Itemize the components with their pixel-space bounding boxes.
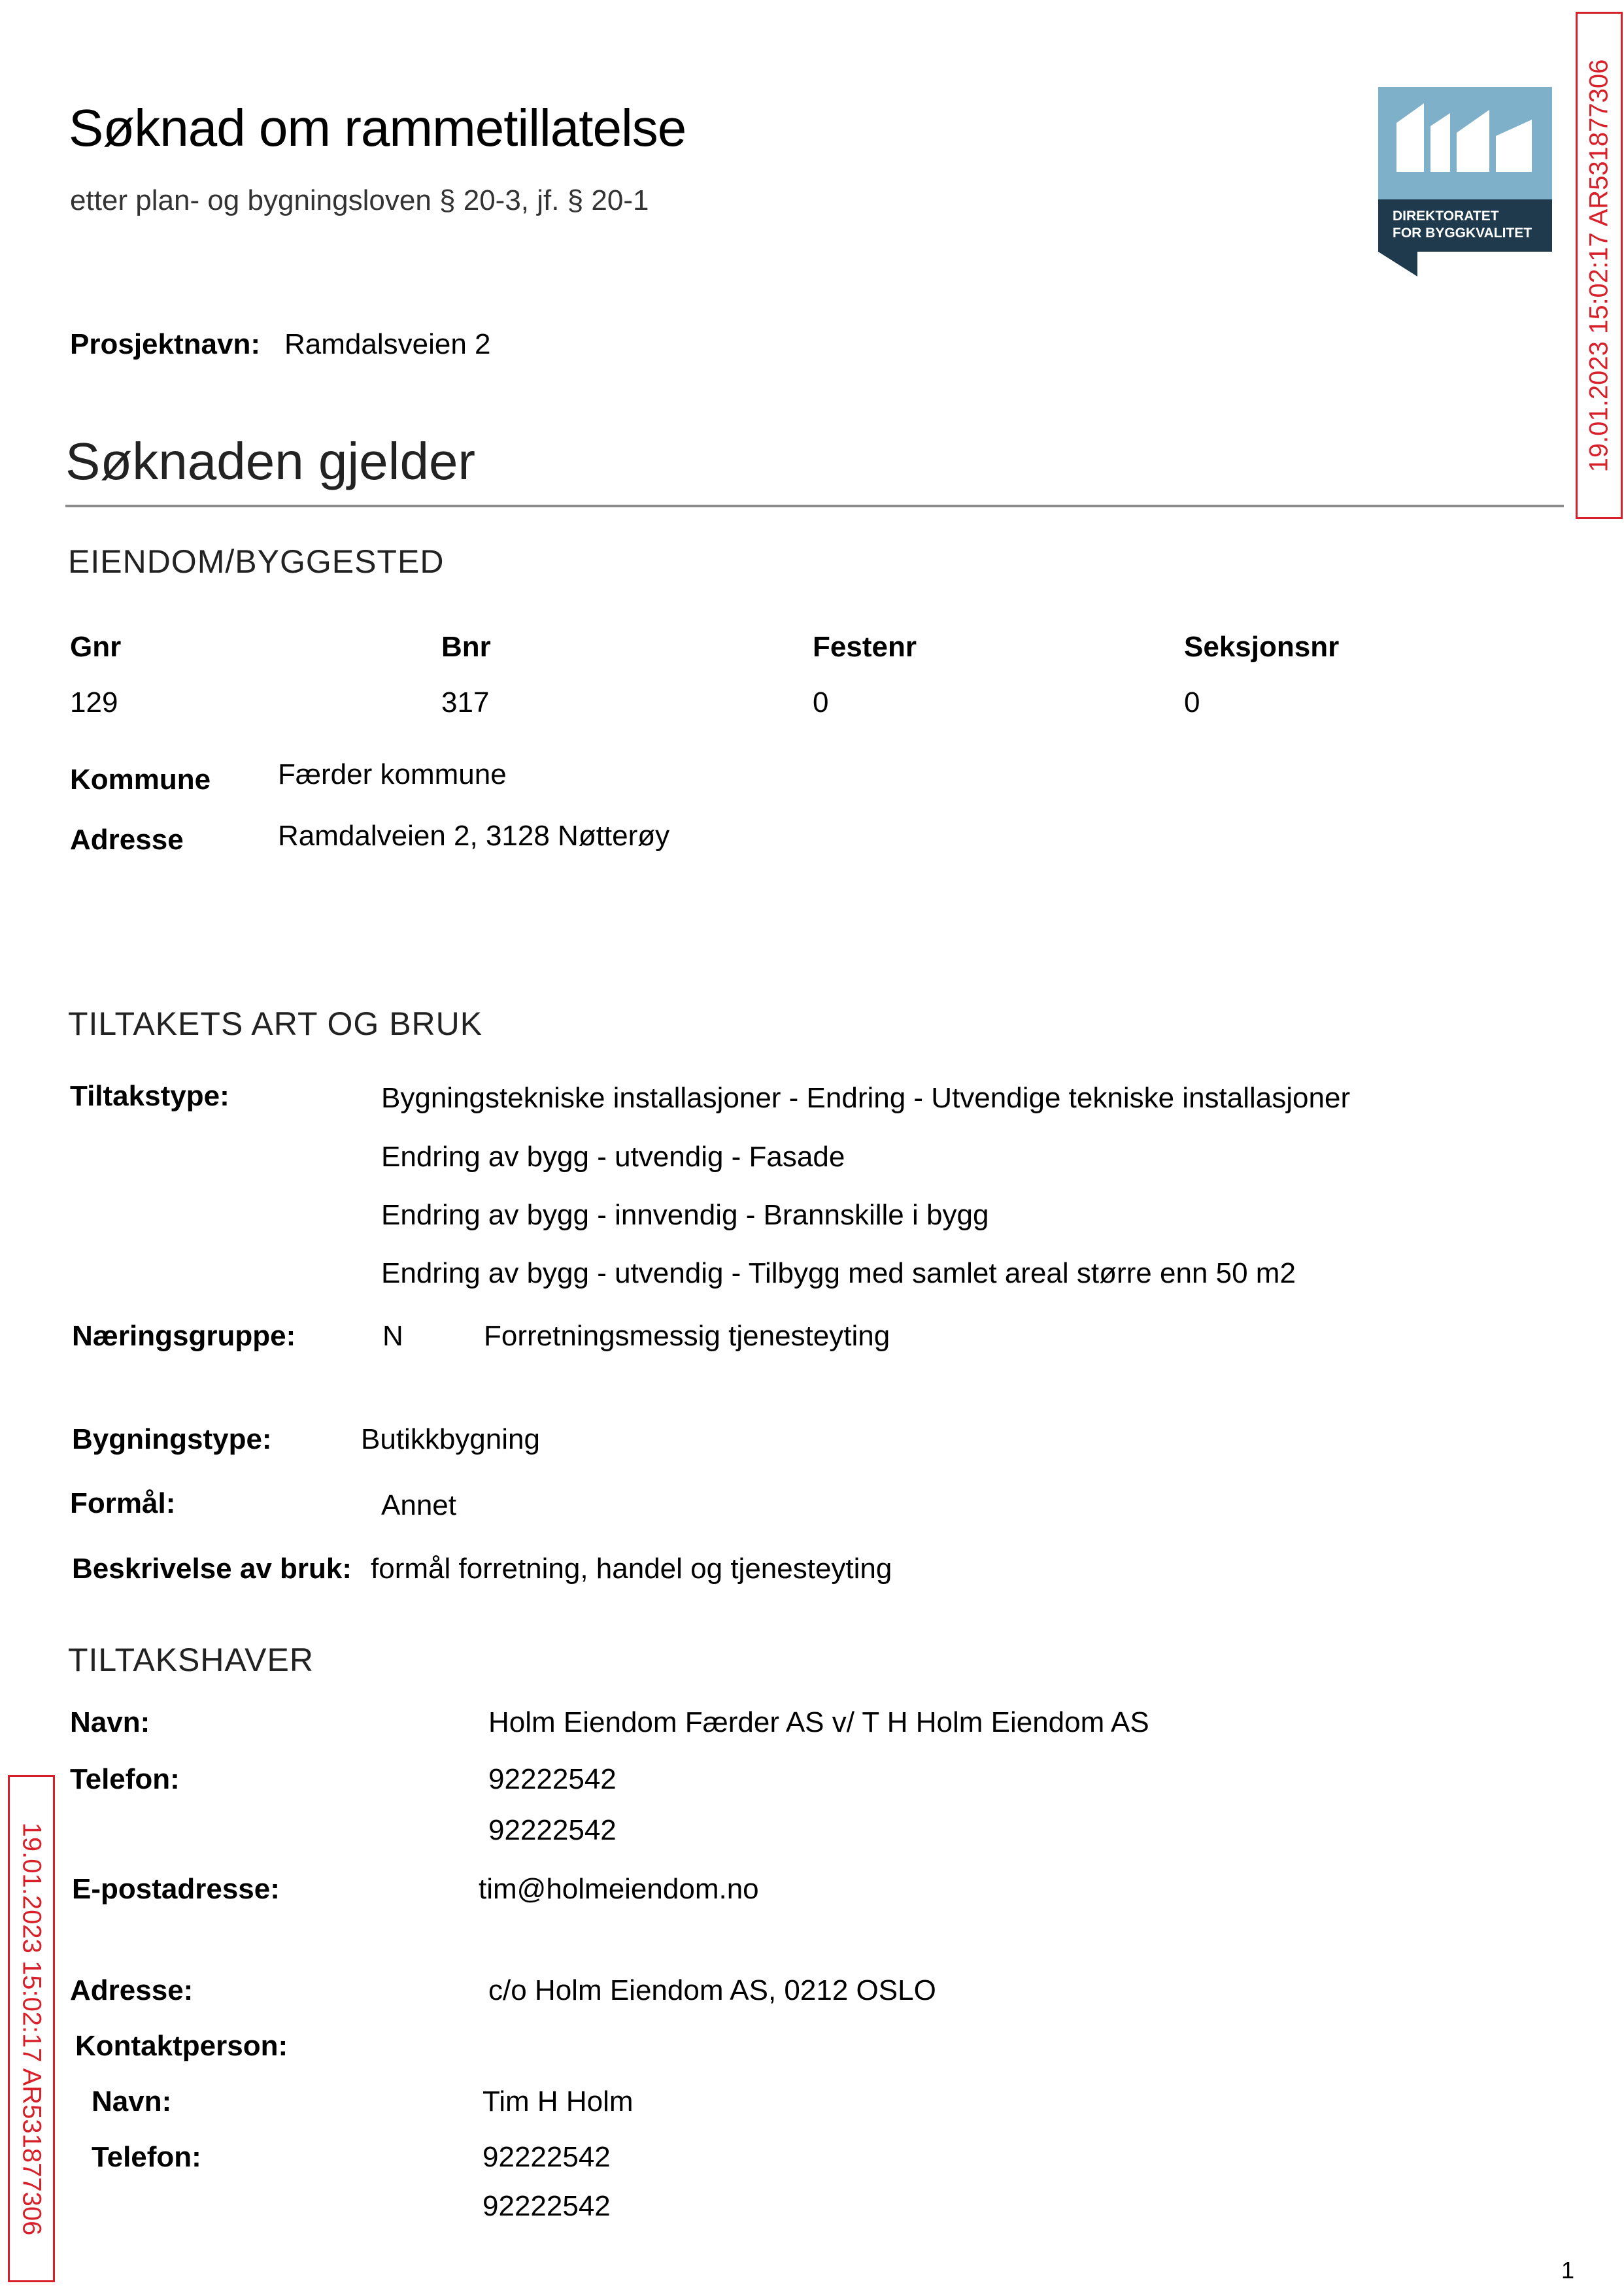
beskrivelse-label: Beskrivelse av bruk: [72, 1553, 352, 1585]
bygningstype-value: Butikkbygning [361, 1423, 540, 1455]
timestamp-stamp-bottom [8, 1775, 55, 2282]
tiltakshaver-adresse-label: Adresse: [70, 1974, 194, 2006]
stamp-text: 19.01.2023 15:02:17 AR531877306 [17, 1822, 46, 2235]
tiltakshaver-navn-value: Holm Eiendom Færder AS v/ T H Holm Eiendom AS [488, 1706, 1149, 1738]
seksjonsnr-value: 0 [1184, 686, 1200, 718]
tiltakshaver-telefon-value: 92222542 [488, 1763, 617, 1795]
tiltakstype-item: Bygningstekniske installasjoner - Endring - Utvendige tekniske installasjoner [381, 1082, 1351, 1114]
tiltak-heading: TILTAKETS ART OG BRUK [68, 1005, 483, 1042]
tiltakstype-item: Endring av bygg - utvendig - Tilbygg med samlet areal større enn 50 m2 [381, 1257, 1296, 1289]
section-title: Søknaden gjelder [65, 432, 476, 490]
gnr-value: 129 [70, 686, 118, 718]
page-title: Søknad om rammetillatelse [69, 99, 686, 157]
gnr-label: Gnr [70, 631, 122, 663]
bnr-value: 317 [441, 686, 490, 718]
festenr-label: Festenr [813, 631, 917, 663]
adresse-value: Ramdalveien 2, 3128 Nøtterøy [278, 820, 670, 852]
seksjonsnr-label: Seksjonsnr [1184, 631, 1340, 663]
kontakt-navn-label: Navn: [92, 2085, 172, 2117]
tiltakshaver-telefon-label: Telefon: [70, 1763, 180, 1795]
bygningstype-label: Bygningstype: [72, 1423, 272, 1455]
tiltakshaver-navn-label: Navn: [70, 1706, 150, 1738]
kontakt-telefon-value: 92222542 [482, 2141, 611, 2173]
page-number: 1 [1561, 2257, 1575, 2284]
tiltakstype-label: Tiltakstype: [70, 1080, 229, 1112]
tiltakshaver-heading: TILTAKSHAVER [68, 1642, 314, 1678]
naeringsgruppe-code: N [382, 1320, 403, 1352]
tiltakstype-item: Endring av bygg - innvendig - Brannskille i bygg [381, 1199, 989, 1231]
tiltakshaver-adresse-value: c/o Holm Eiendom AS, 0212 OSLO [488, 1974, 936, 2006]
kontakt-telefon-label: Telefon: [92, 2141, 201, 2173]
kommune-label: Kommune [70, 764, 211, 796]
eiendom-heading: EIENDOM/BYGGESTED [68, 543, 445, 580]
page-subtitle: etter plan- og bygningsloven § 20-3, jf. § 20-1 [70, 184, 649, 216]
dibk-logo [1378, 87, 1552, 277]
kontakt-navn-value: Tim H Holm [482, 2085, 634, 2117]
project-value: Ramdalsveien 2 [284, 328, 491, 360]
logo-text-line1: DIREKTORATET [1393, 209, 1499, 224]
tiltakshaver-telefon-value: 92222542 [488, 1814, 617, 1846]
tiltakstype-item: Endring av bygg - utvendig - Fasade [381, 1141, 845, 1173]
logo-text-line2: FOR BYGGKVALITET [1393, 226, 1532, 241]
festenr-value: 0 [813, 686, 829, 718]
tiltakshaver-epost-value: tim@holmeiendom.no [479, 1873, 759, 1905]
beskrivelse-value: formål forretning, handel og tjenesteyting [371, 1553, 892, 1585]
adresse-label: Adresse [70, 824, 184, 856]
dibk-logo-graphic [1378, 87, 1552, 277]
naeringsgruppe-value: Forretningsmessig tjenesteyting [484, 1320, 890, 1352]
section-divider [65, 505, 1564, 507]
bnr-label: Bnr [441, 631, 491, 663]
project-label: Prosjektnavn: [70, 328, 260, 360]
kontaktperson-label: Kontaktperson: [75, 2030, 288, 2062]
timestamp-stamp-top [1576, 12, 1623, 519]
kommune-value: Færder kommune [278, 758, 507, 790]
formal-label: Formål: [70, 1487, 176, 1519]
tiltakshaver-epost-label: E-postadresse: [72, 1873, 280, 1905]
stamp-text: 19.01.2023 15:02:17 AR531877306 [1584, 59, 1614, 472]
formal-value: Annet [381, 1489, 456, 1521]
naeringsgruppe-label: Næringsgruppe: [72, 1320, 296, 1352]
kontakt-telefon-value: 92222542 [482, 2190, 611, 2222]
